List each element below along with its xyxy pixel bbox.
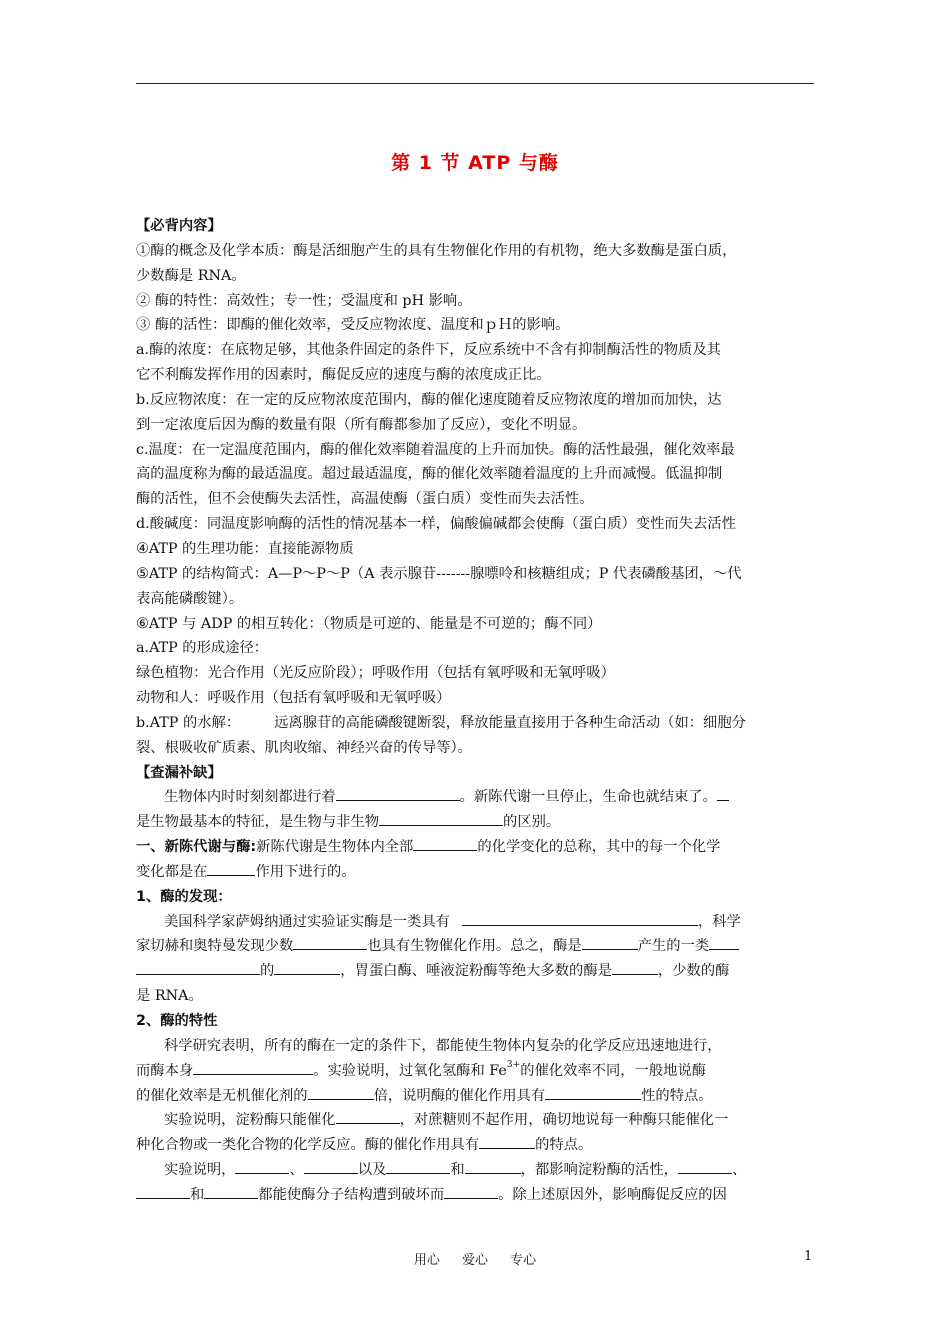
text-segment: ，科学 <box>697 913 741 930</box>
text-segment: 的特点。 <box>535 1137 593 1154</box>
text-segment: ，对蔗糖则不起作用，确切地说每一种酶只能催化一 <box>399 1112 729 1129</box>
text-segment: 以及 <box>357 1162 387 1179</box>
fill-blank[interactable] <box>308 1085 374 1100</box>
text-segment: 变化都是在 <box>136 863 208 880</box>
text-segment: 实验说明， <box>164 1162 236 1179</box>
text-line: 动物和人：呼吸作用（包括有氧呼吸和无氧呼吸） <box>136 690 451 707</box>
fill-blank[interactable] <box>336 786 460 801</box>
text-segment: 家切赫和奥特曼发现少数 <box>136 938 294 955</box>
fill-blank[interactable] <box>545 1085 641 1100</box>
text-segment: 美国科学家萨姆纳通过实验证实酶是一类具有 <box>164 913 450 930</box>
text-line: ⑥ATP 与 ADP 的相互转化：（物质是可逆的、能量是不可逆的；酶不同） <box>136 615 602 632</box>
text-segment: 是生物最基本的特征，是生物与非生物 <box>136 814 380 831</box>
text-segment: 种化合物或一类化合物的化学反应。酶的催化作用具有 <box>136 1137 480 1154</box>
text-line: d.酸碱度：同温度影响酶的活性的情况基本一样，偏酸偏碱都会使酶（蛋白质）变性而失去活性 <box>136 516 736 533</box>
text-line: ② 酶的特性：高效性；专一性；受温度和 pH 影响。 <box>136 292 472 309</box>
text-line <box>136 910 814 935</box>
subheading-enzyme-properties: 2、酶的特性 <box>136 1013 218 1029</box>
text-line: 表高能磷酸键）。 <box>136 590 244 607</box>
text-segment: 。实验说明，过氧化氢酶和 Fe <box>313 1062 507 1079</box>
text-line <box>136 1133 814 1158</box>
text-line: a.酶的浓度：在底物足够，其他条件固定的条件下，反应系统中不含有抑制酶活性的物质及其 <box>136 342 721 359</box>
fill-blank[interactable] <box>465 1159 521 1174</box>
text-line <box>136 1108 814 1133</box>
text-line <box>136 1059 814 1084</box>
text-line: 少数酶是 RNA。 <box>136 267 246 284</box>
text-segment: 的化学变化的总称，其中的每一个化学 <box>477 839 721 856</box>
text-segment: 实验说明，淀粉酶只能催化 <box>164 1112 336 1129</box>
text-segment: 也具有生物催化作用。总之，酶是 <box>367 938 582 955</box>
text-segment: 性的特点。 <box>641 1087 713 1104</box>
fill-blank[interactable] <box>204 1184 258 1199</box>
text-segment: ，胃蛋白酶、唾液淀粉酶等绝大多数的酶是 <box>340 963 612 980</box>
text-segment: 。除上述原因外，影响酶促反应的因 <box>498 1186 727 1203</box>
header-rule <box>136 83 814 84</box>
text-line <box>136 711 814 736</box>
fill-blank[interactable] <box>479 1134 535 1149</box>
fill-blank[interactable] <box>612 960 658 975</box>
fill-blank[interactable] <box>136 960 260 975</box>
section-heading-fill-gaps: 【查漏补缺】 <box>136 764 222 781</box>
text-line <box>136 810 814 835</box>
fill-blank[interactable] <box>709 935 739 950</box>
text-line <box>136 1183 814 1208</box>
page-number: 1 <box>804 1249 813 1264</box>
text-line: ①酶的概念及化学本质：酶是活细胞产生的具有生物催化作用的有机物，绝大多数酶是蛋白质， <box>136 242 737 259</box>
text-segment: 都能使酶分子结构遭到破坏而 <box>258 1186 445 1203</box>
fill-blank[interactable] <box>462 911 698 926</box>
text-line: ④ATP 的生理功能：直接能源物质 <box>136 540 354 557</box>
fill-blank[interactable] <box>274 960 340 975</box>
fill-blank[interactable] <box>193 1060 313 1075</box>
text-line <box>136 860 814 885</box>
text-segment: 倍，说明酶的催化作用具有 <box>373 1087 546 1104</box>
text-line: a.ATP 的形成途径： <box>136 640 269 657</box>
text-segment: ，都影响淀粉酶的活性， <box>520 1162 678 1179</box>
text-line: 高的温度称为酶的最适温度。超过最适温度，酶的催化效率随着温度的上升而减慢。低温抑制 <box>136 466 723 483</box>
text-line <box>136 959 814 984</box>
text-line <box>136 1158 814 1183</box>
fill-blank[interactable] <box>386 1159 450 1174</box>
text-segment: 生物体内时时刻刻都进行着 <box>164 789 336 806</box>
superscript: 3+ <box>506 1059 521 1070</box>
text-segment: 和 <box>450 1162 465 1179</box>
text-segment: 。新陈代谢一旦停止，生命也就结束了。 <box>459 789 717 806</box>
text-line: b.反应物浓度：在一定的反应物浓度范围内，酶的催化速度随着反应物浓度的增加而加快，达 <box>136 391 722 408</box>
fill-blank[interactable] <box>717 786 729 801</box>
text-segment: 而酶本身 <box>136 1062 194 1079</box>
text-line: 酶的活性，但不会使酶失去活性，高温使酶（蛋白质）变性而失去活性。 <box>136 491 594 508</box>
text-segment: ，少数的酶 <box>657 963 730 980</box>
text-line: 到一定浓度后因为酶的数量有限（所有酶都参加了反应），变化不明显。 <box>136 416 587 433</box>
fill-blank[interactable] <box>582 935 638 950</box>
text-line <box>136 785 814 810</box>
fill-blank[interactable] <box>336 1109 400 1124</box>
text-line <box>136 934 814 959</box>
text-line: 它不利酶发挥作用的因素时，酶促反应的速度与酶的浓度成正比。 <box>136 367 551 384</box>
text-line: ③ 酶的活性：即酶的催化效率，受反应物浓度、温度和ｐＨ的影响。 <box>136 317 570 334</box>
fill-blank[interactable] <box>235 1159 289 1174</box>
text-line: 是 RNA。 <box>136 988 203 1005</box>
text-line <box>136 1084 814 1109</box>
fill-blank[interactable] <box>304 1159 358 1174</box>
section-heading-must-memorize: 【必背内容】 <box>136 218 222 234</box>
text-line: 裂、根吸收矿质素、肌肉收缩、神经兴奋的传导等）。 <box>136 739 472 756</box>
text-segment: b.ATP 的水解： <box>136 714 241 731</box>
text-segment: 作用下进行的。 <box>255 863 356 880</box>
text-segment: 的 <box>260 963 275 980</box>
text-segment: 的催化效率是无机催化剂的 <box>136 1087 308 1104</box>
text-segment: 产生的一类 <box>637 938 710 955</box>
fill-blank[interactable] <box>413 836 477 851</box>
fill-blank[interactable] <box>293 935 367 950</box>
text-segment: 的区别。 <box>503 814 561 831</box>
text-segment: 远离腺苷的高能磷酸键断裂，释放能量直接用于各种生命活动（如：细胞分 <box>274 714 746 731</box>
text-line: 绿色植物：光合作用（光反应阶段）；呼吸作用（包括有氧呼吸和无氧呼吸） <box>136 665 615 682</box>
page-footer: 用心 爱心 专心 <box>413 1253 537 1268</box>
fill-blank[interactable] <box>444 1184 498 1199</box>
text-line: ⑤ATP 的结构简式：A—P～P～P（A 表示腺苷-------腺嘌呤和核糖组成；P 代表磷酸基团，～代 <box>136 565 742 582</box>
text-segment: 的催化效率不同，一般地说酶 <box>520 1062 707 1079</box>
text-segment: 新陈代谢是生物体内全部 <box>256 839 414 856</box>
text-segment: 和 <box>190 1186 205 1203</box>
page-title: 第 1 节 ATP 与酶 <box>391 152 559 174</box>
document-body <box>136 214 814 1208</box>
text-line: 科学研究表明，所有的酶在一定的条件下，都能使生物体内复杂的化学反应迅速地进行， <box>164 1037 722 1054</box>
fill-blank[interactable] <box>379 811 503 826</box>
fill-blank[interactable] <box>136 1184 190 1199</box>
fill-blank[interactable] <box>678 1159 732 1174</box>
text-segment: 、 <box>289 1162 304 1179</box>
text-segment: 、 <box>731 1162 747 1179</box>
text-line: c.温度：在一定温度范围内，酶的催化效率随着温度的上升而加快。酶的活性最强，催化效率最 <box>136 441 735 458</box>
subheading: 一、新陈代谢与酶: <box>136 839 257 856</box>
text-line <box>136 835 814 860</box>
fill-blank[interactable] <box>207 861 255 876</box>
subheading-enzyme-discovery: 1、酶的发现： <box>136 888 232 905</box>
